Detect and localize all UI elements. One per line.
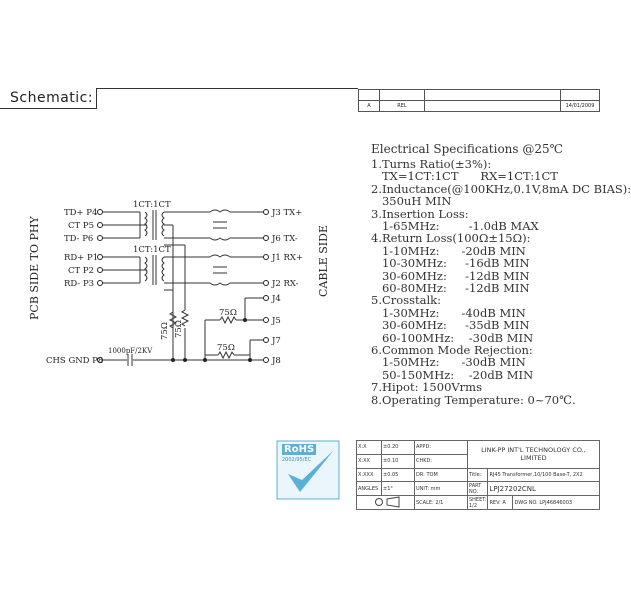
- pin-rd-plus: RD+ P1: [64, 253, 99, 263]
- tol-xx-val: ±0.10: [382, 454, 415, 468]
- dwg-label: DWG NO.: [514, 499, 538, 506]
- title-block: [356, 440, 600, 510]
- spec-line: 60-100MHz: -30dB MIN: [371, 330, 534, 345]
- page-title: Schematic:: [10, 90, 94, 106]
- spec-line: 7.Hipot: 1500Vrms: [371, 380, 482, 395]
- scale-val: 2/1: [435, 499, 444, 506]
- tol-x: X:X: [357, 441, 382, 455]
- tol-xxx: X:XXX: [357, 468, 382, 482]
- dr-name: TOM: [426, 471, 438, 478]
- pin-j7: J7: [272, 336, 281, 346]
- spec-line: 1.Turns Ratio(±3%):: [371, 157, 492, 171]
- pin-j5: J5: [272, 316, 281, 326]
- revision-letter: A: [359, 101, 380, 112]
- scale-label: SCALE:: [416, 499, 434, 506]
- pin-chs-gnd: CHS GND P8: [46, 356, 104, 366]
- capacitor-label: 1000pF/2KV: [108, 347, 153, 355]
- pin-j1: J1 RX+: [272, 253, 304, 263]
- title-value: RJ45 Transformer,10/100 Base-T, 2X2: [488, 468, 600, 482]
- title-label: Title:: [468, 468, 488, 482]
- spec-line: 1-10MHz: -20dB MIN: [371, 243, 526, 258]
- dwg-val: LPJ46846003: [539, 499, 573, 506]
- appd: APPD:: [415, 441, 468, 455]
- pin-j3: J3 TX+: [272, 208, 303, 218]
- spec-line: 60-80MHz: -12dB MIN: [371, 281, 530, 295]
- spec-line: 6.Common Mode Rejection:: [371, 343, 533, 357]
- projection-icon: [371, 497, 401, 507]
- company-name: LINK-PP INT'L TECHNOLOGY CO., LIMITED: [468, 441, 600, 469]
- pin-ct-p5: CT P5: [68, 221, 95, 231]
- revision-desc: REL: [380, 101, 425, 112]
- pin-j4: J4: [272, 294, 281, 304]
- rohs-badge: [276, 440, 340, 500]
- spec-line: TX=1CT:1CT RX=1CT:1CT: [371, 169, 558, 184]
- part-label: PART NO.: [468, 482, 488, 496]
- resistor-label-left: 75Ω: [160, 322, 170, 340]
- rev-label: REV:: [489, 499, 501, 506]
- resistor-label-j5: 75Ω: [219, 308, 237, 318]
- spec-line: 50-150MHz: -20dB MIN: [371, 367, 534, 382]
- spec-line: 2.Inductance(@100KHz,0.1V,8mA DC BIAS):: [371, 181, 631, 196]
- pin-td-minus: TD- P6: [64, 234, 94, 244]
- unit-label: UNIT:: [416, 485, 430, 492]
- resistor-label-j8: 75Ω: [217, 343, 235, 353]
- tol-x-val: ±0.20: [382, 441, 415, 455]
- pin-j2: J2 RX-: [272, 279, 299, 289]
- resistor-label-right: 75Ω: [174, 320, 184, 338]
- pin-ct-p2: CT P2: [68, 266, 95, 276]
- rev-val: A: [502, 499, 506, 506]
- part-value: LPJ27202CNL: [488, 482, 600, 496]
- spec-line: 4.Return Loss(100Ω±15Ω):: [371, 231, 531, 246]
- cable-side-label: CABLE SIDE: [317, 224, 330, 297]
- ratio-bottom: 1CT:1CT: [133, 245, 171, 255]
- pin-j6: J6 TX-: [272, 234, 298, 244]
- pin-td-plus: TD+ P4: [64, 208, 98, 218]
- tol-xx: X:XX: [357, 454, 382, 468]
- dr-label: DR:: [416, 471, 425, 478]
- ratio-top: 1CT:1CT: [133, 200, 171, 210]
- projection-symbol: [357, 496, 415, 510]
- rohs-label: RoHS: [284, 444, 315, 455]
- unit-val: mm: [430, 485, 441, 492]
- spec-line: 1-50MHz: -30dB MIN: [371, 355, 526, 370]
- spec-line: 3.Insertion Loss:: [371, 206, 469, 221]
- spec-line: 10-30MHz: -16dB MIN: [371, 256, 530, 271]
- revision-date: 14/01/2009: [561, 101, 600, 112]
- spec-line: 1-30MHz: -40dB MIN: [371, 305, 526, 320]
- pin-j8: J8: [272, 356, 281, 366]
- spec-line: 5.Crosstalk:: [371, 293, 441, 308]
- tol-xxx-val: ±0.05: [382, 468, 415, 482]
- spec-line: 8.Operating Temperature: 0~70℃.: [371, 392, 576, 407]
- spec-line: 350uH MIN: [371, 194, 452, 209]
- sheet-label: SHEET:: [469, 496, 487, 503]
- chkd: CHKD:: [415, 454, 468, 468]
- angles: ANGLES: [357, 482, 382, 496]
- pin-rd-minus: RD- P3: [64, 279, 95, 289]
- sheet-val: 1/2: [469, 502, 478, 509]
- spec-line: 30-60MHz: -12dB MIN: [371, 268, 530, 283]
- angles-val: ±1°: [382, 482, 415, 496]
- pcb-side-label: PCB SIDE TO PHY: [28, 216, 41, 320]
- spec-line: 30-60MHz: -35dB MIN: [371, 318, 530, 333]
- rohs-sub: 2002/95/EC: [282, 457, 312, 463]
- spec-line: 1-65MHz: -1.0dB MAX: [371, 219, 539, 233]
- spec-title: Electrical Specifications @25℃: [371, 142, 564, 156]
